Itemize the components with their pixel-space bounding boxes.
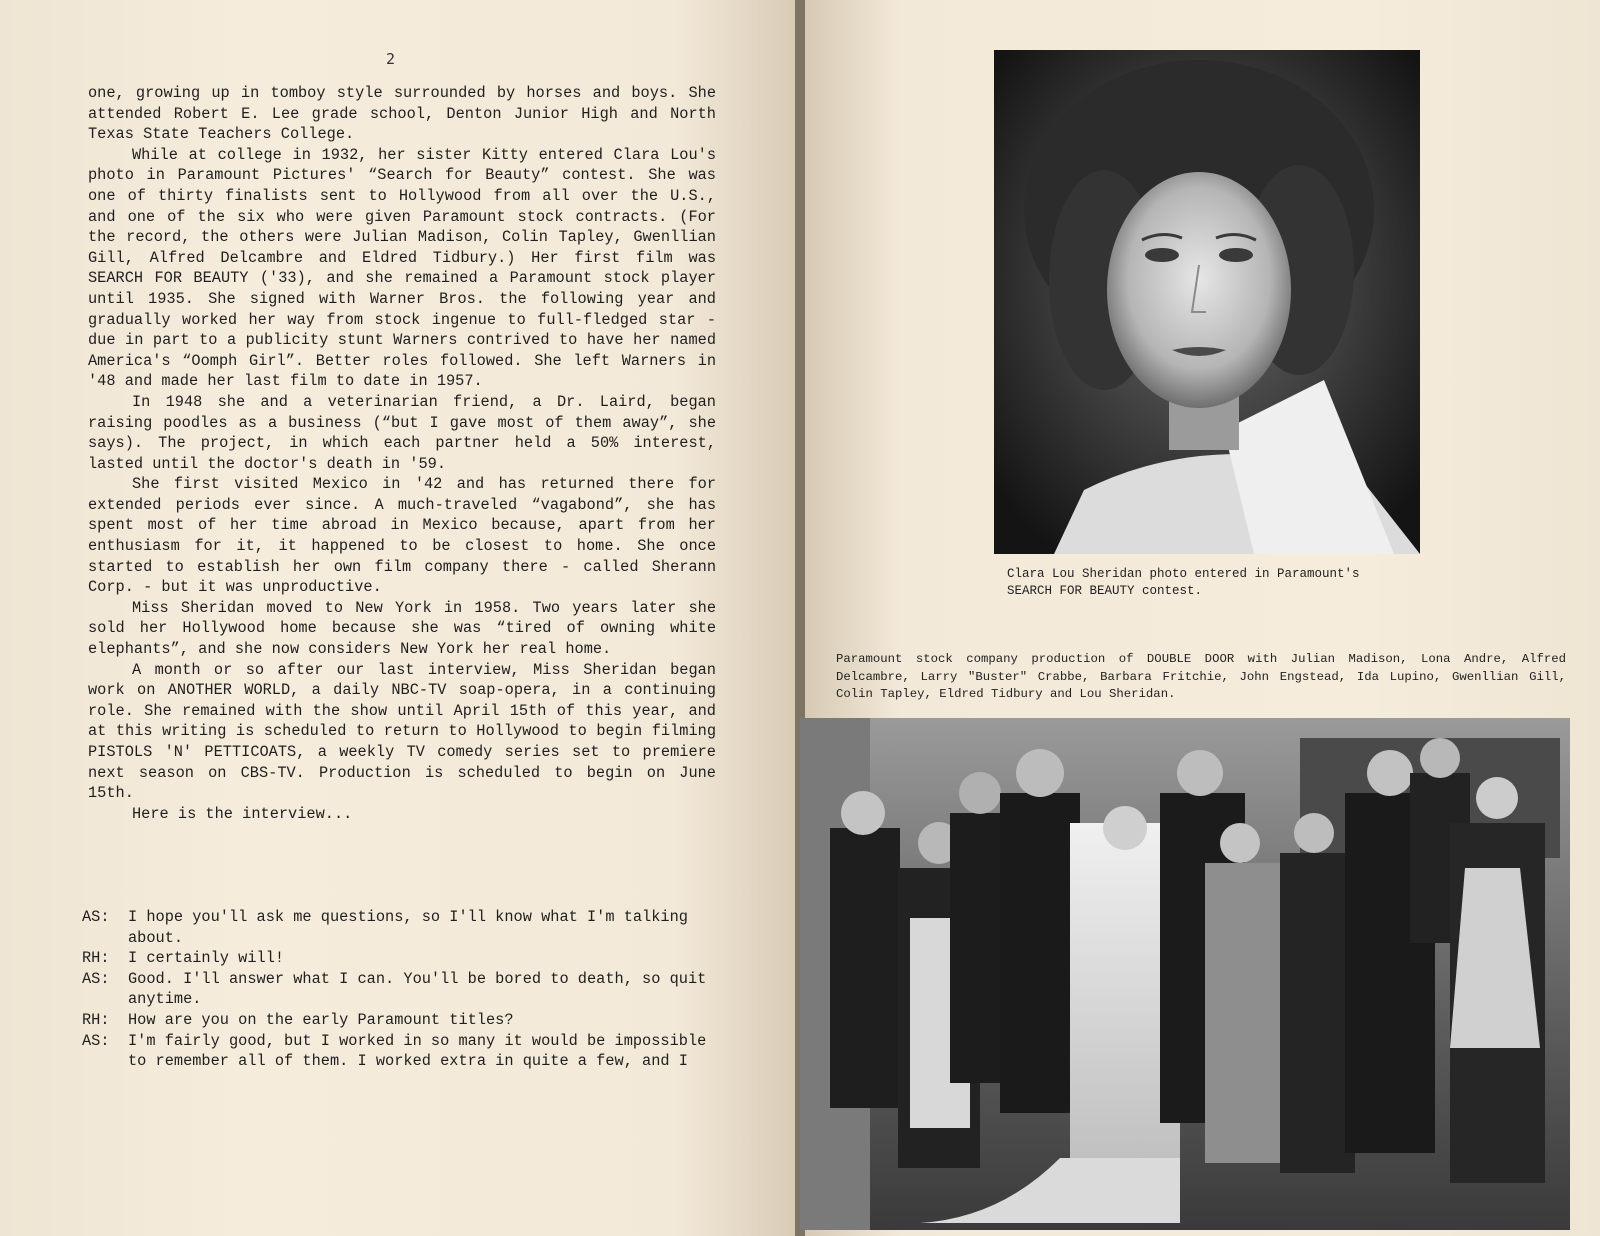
speaker-text: I'm fairly good, but I worked in so many it would be impossible to remember all of them. I worked extra in quite a few, and I [128, 1031, 707, 1071]
speaker-label: AS: [82, 1031, 110, 1050]
interview-line [82, 1010, 722, 1031]
portrait-photo [994, 50, 1420, 554]
interview-line [82, 948, 722, 969]
portrait-caption-line: Clara Lou Sheridan photo entered in Paramount's [1007, 567, 1360, 581]
paragraph: She first visited Mexico in '42 and has returned there for extended periods ever since. A much-traveled “vagabond”, she has spent most of her time abroad in Mexico because, apart from her enthusiasm for it, it happened to be closest to home. She once started to establish her own film company there - called Sherann Corp. - but it was unproductive. [88, 475, 716, 597]
paragraph: Here is the interview... [132, 804, 353, 823]
portrait-photo-image [994, 50, 1420, 554]
interview-line [82, 907, 722, 948]
paragraph: In 1948 she and a veterinarian friend, a Dr. Laird, began raising poodles as a business (“but I gave most of them away”, she says). The project, in which each partner held a 50% interest, lasted until the doctor's death in '59. [88, 392, 716, 473]
paragraph: A month or so after our last interview, Miss Sheridan began work on ANOTHER WORLD, a daily NBC-TV soap-opera, in a continuing role. She remained with the show until April 15th of this year, and at this writing is scheduled to return to Hollywood to begin filming PISTOLS 'N' PETTICOATS, a weekly TV comedy series set to premiere next season on CBS-TV. Production is scheduled to begin on June 15th. [88, 660, 716, 803]
paragraph: one, growing up in tomboy style surrounded by horses and boys. She attended Robert E. Lee grade school, Denton Junior High and North Texas State Teachers College. [88, 84, 716, 144]
speaker-label: RH: [82, 949, 110, 968]
portrait-caption-line: SEARCH FOR BEAUTY contest. [1007, 584, 1203, 598]
speaker-text: I certainly will! [128, 949, 285, 968]
interview-line [82, 1031, 722, 1072]
left-page [0, 0, 795, 1236]
speaker-label: AS: [82, 908, 110, 926]
article-body [88, 83, 716, 824]
speaker-text: How are you on the early Paramount titles? [128, 1010, 514, 1029]
group-photo-image [800, 718, 1570, 1230]
group-photo [800, 718, 1570, 1230]
page-number: 2 [386, 50, 396, 68]
paragraph: Miss Sheridan moved to New York in 1958. Two years later she sold her Hollywood home because she was “tired of owning white elephants”, and she now considers New York her real home. [88, 598, 716, 659]
speaker-text: I hope you'll ask me questions, so I'll know what I'm talking about. [128, 908, 688, 947]
speaker-label: AS: [82, 969, 110, 988]
paragraph: While at college in 1932, her sister Kitty entered Clara Lou's photo in Paramount Pictures' “Search for Beauty” contest. She was one of thirty finalists sent to Hollywood from all over the U.S., and one of the six who were given Paramount stock contracts. (For the record, the others were Julian Madison, Colin Tapley, Gwenllian Gill, Alfred Delcambre and Eldred Tidbury.) Her first film was SEARCH FOR BEAUTY ('33), and she remained a Paramount stock player until 1935. She signed with Warner Bros. the following year and gradually worked her way from stock ingenue to full-fledged star - due in part to a publicity stunt Warners contrived to have her named America's “Oomph Girl”. Better roles followed. She left Warners in '48 and made her last film to date in 1957. [88, 145, 716, 391]
group-photo-caption: Paramount stock company production of DOUBLE DOOR with Julian Madison, Lona Andre, Alfred Delcambre, Larry "Buster" Crabbe, Barbara Fritchie, John Engstead, Ida Lupino, Gwenllian Gill, Colin Tapley, Eldred Tidbury and Lou Sheridan. [836, 652, 1566, 701]
interview-transcript [82, 907, 722, 1072]
portrait-caption [1007, 566, 1427, 600]
interview-line [82, 969, 722, 1010]
speaker-label: RH: [82, 1010, 110, 1029]
speaker-text: Good. I'll answer what I can. You'll be bored to death, so quit anytime. [128, 969, 707, 1009]
